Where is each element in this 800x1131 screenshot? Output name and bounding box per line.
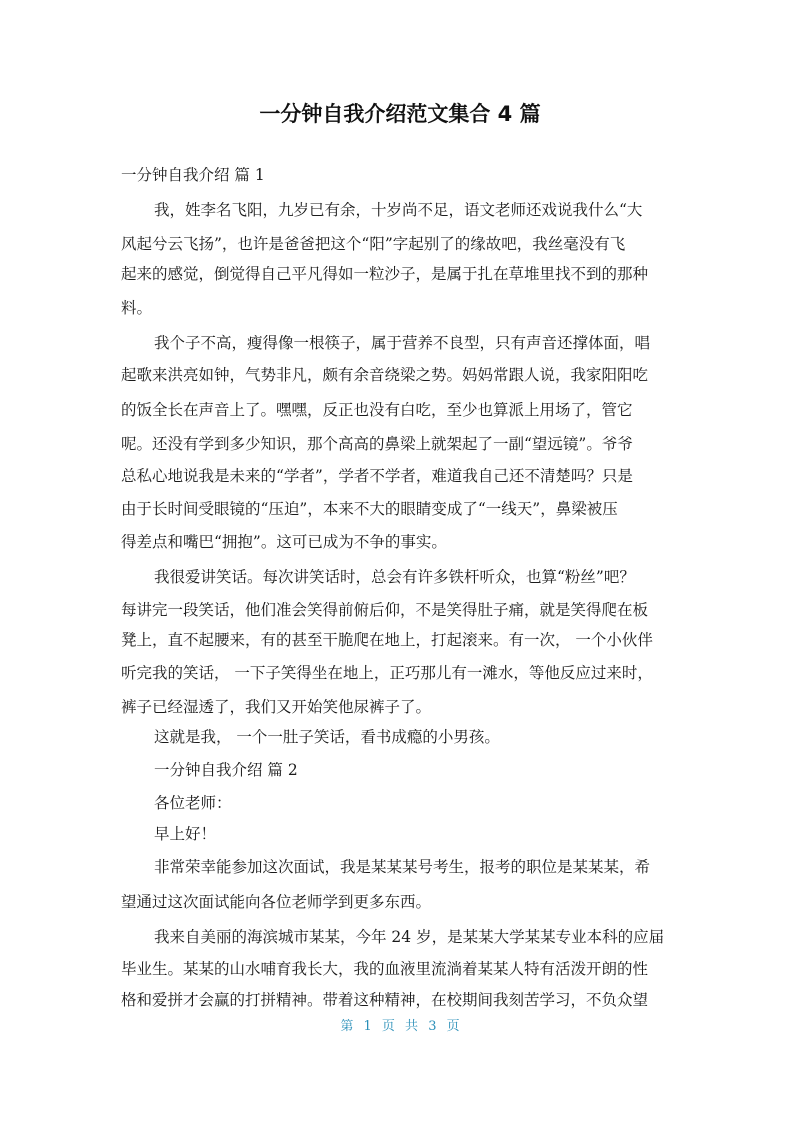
paragraph-line: 我很爱讲笑话。每次讲笑话时，总会有许多铁杆听众，也算“粉丝”吧？ bbox=[154, 568, 635, 586]
greeting: 早上好！ bbox=[154, 825, 217, 843]
document-title: 一分钟自我介绍范文集合 4 篇 bbox=[259, 102, 541, 126]
paragraph-line: 料。 bbox=[121, 299, 153, 317]
paragraph-line: 起来的感觉，倒觉得自己平凡得如一粒沙子，是属于扎在草堆里找不到的那种 bbox=[121, 265, 649, 283]
paragraph-line: 这就是我， 一个一肚子笑话，看书成瘾的小男孩。 bbox=[154, 728, 500, 746]
paragraph-line: 听完我的笑话， 一下子笑得坐在地上，正巧那儿有一滩水，等他反应过来时， bbox=[121, 664, 653, 682]
paragraph-line: 起歌来洪亮如钟，气势非凡，颇有余音绕梁之势。妈妈常跟人说，我家阳阳吃 bbox=[121, 366, 649, 384]
paragraph-line: 总私心地说我是未来的“学者”，学者不学者，难道我自己还不清楚吗？只是 bbox=[121, 467, 633, 485]
paragraph-line: 的饭全长在声音上了。嘿嘿，反正也没有白吃，至少也算派上用场了，管它 bbox=[121, 401, 633, 419]
paragraph-line: 由于长时间受眼镜的“压迫”，本来不大的眼睛变成了“一线天”，鼻梁被压 bbox=[121, 500, 618, 518]
paragraph-line: 毕业生。某某的山水哺育我长大，我的血液里流淌着某某人特有活泼开朗的性 bbox=[121, 960, 649, 978]
paragraph-line: 每讲完一段笑话，他们准会笑得前俯后仰，不是笑得肚子痛，就是笑得爬在板 bbox=[121, 601, 649, 619]
paragraph-line: 格和爱拼才会赢的打拼精神。带着这种精神，在校期间我刻苦学习，不负众望 bbox=[121, 991, 649, 1009]
page-footer: 第 1 页 共 3 页 bbox=[340, 1019, 460, 1034]
salutation: 各位老师： bbox=[154, 794, 232, 812]
paragraph-line: 得差点和嘴巴“拥抱”。这可已成为不争的事实。 bbox=[121, 533, 447, 551]
section-heading-2: 一分钟自我介绍 篇 2 bbox=[154, 761, 298, 779]
paragraph-line: 裤子已经湿透了，我们又开始笑他尿裤子了。 bbox=[121, 698, 432, 716]
paragraph-line: 我来自美丽的海滨城市某某，今年 24 岁，是某某大学某某专业本科的应届 bbox=[154, 928, 665, 946]
section-heading-1: 一分钟自我介绍 篇 1 bbox=[121, 166, 265, 184]
paragraph-line: 我，姓李名飞阳，九岁已有余，十岁尚不足，语文老师还戏说我什么“大 bbox=[154, 201, 643, 219]
paragraph-line: 望通过这次面试能向各位老师学到更多东西。 bbox=[121, 893, 432, 911]
paragraph-line: 凳上，直不起腰来，有的甚至干脆爬在地上，打起滚来。有一次， 一个小伙伴 bbox=[121, 631, 653, 649]
paragraph-line: 呢。还没有学到多少知识，那个高高的鼻梁上就架起了一副“望远镜”。爷爷 bbox=[121, 435, 633, 453]
paragraph-line: 我个子不高，瘦得像一根筷子，属于营养不良型，只有声音还撑体面，唱 bbox=[154, 334, 651, 352]
paragraph-line: 风起兮云飞扬”，也许是爸爸把这个“阳”字起别了的缘故吧，我丝毫没有飞 bbox=[121, 235, 626, 253]
paragraph-line: 非常荣幸能参加这次面试，我是某某某号考生，报考的职位是某某某，希 bbox=[154, 858, 651, 876]
